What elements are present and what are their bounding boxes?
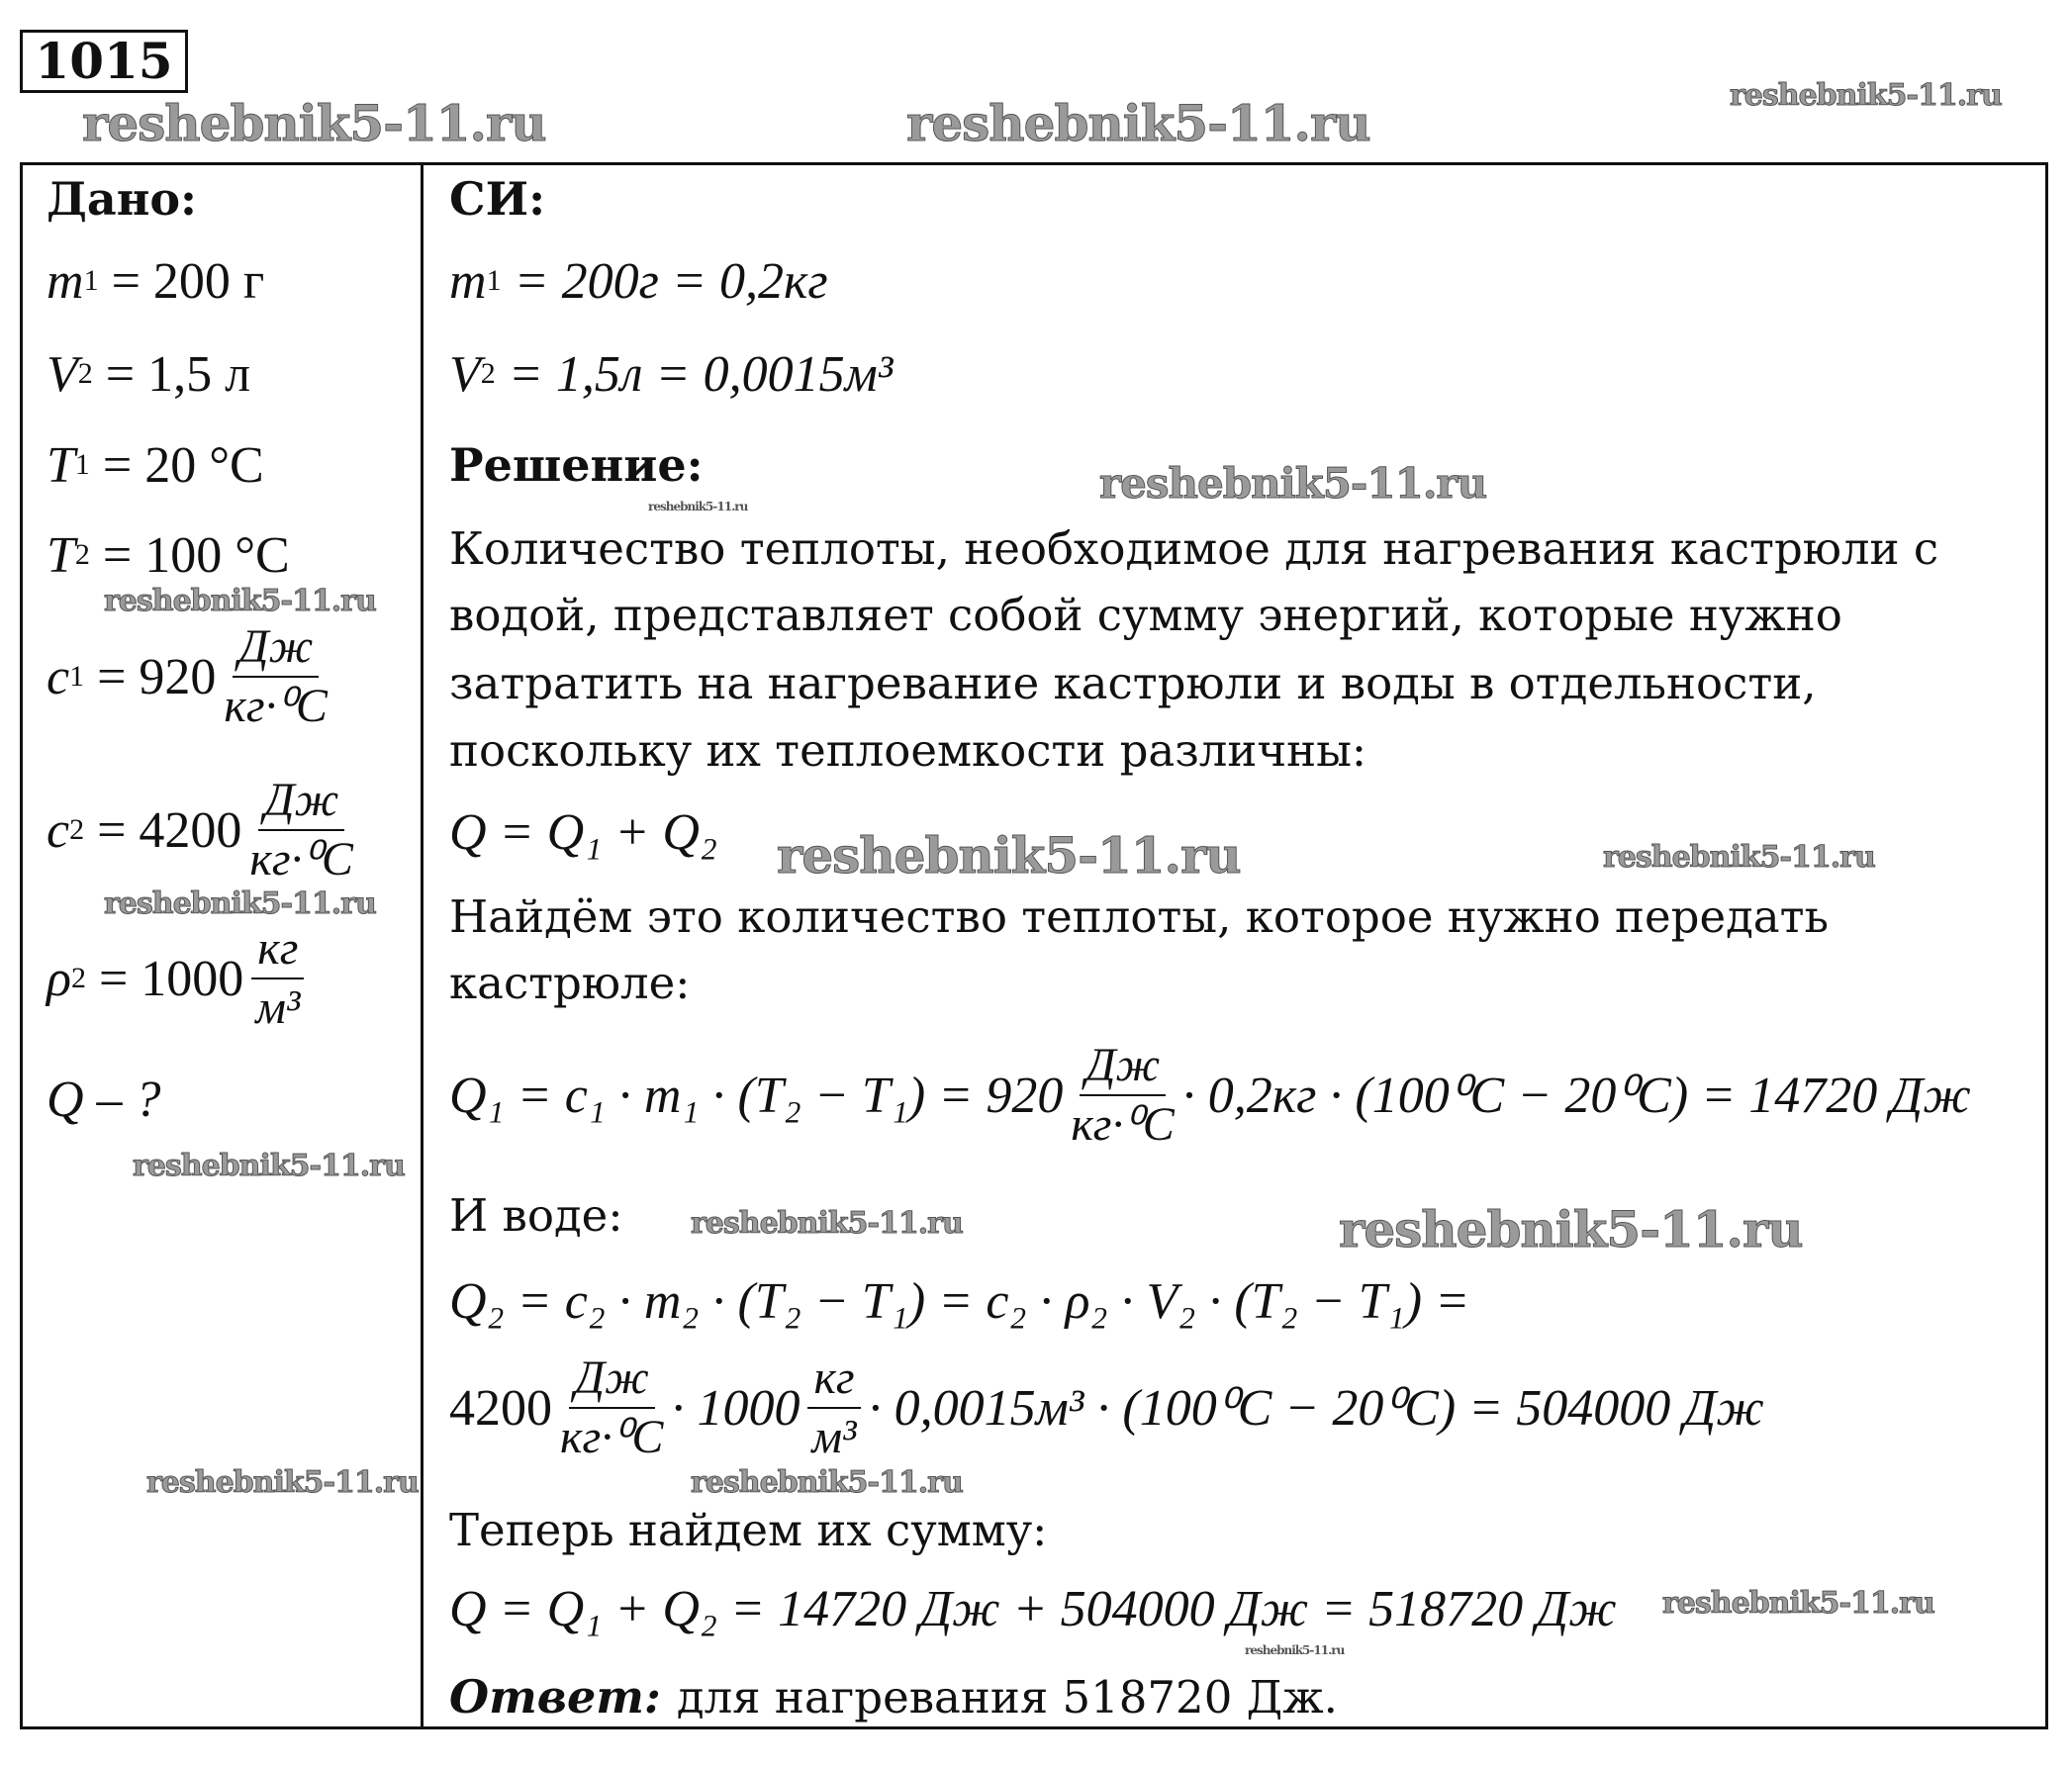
problem-number: 1015 [20, 30, 188, 93]
watermark: reshebnik5-11.ru [133, 1149, 405, 1183]
equation-q2-b: 4200 $\frac{Дж}{\text{кг·⁰C}}$ · 1000 $\frac{кг}{\text{м³}}$ · 0,0015м³ · (100⁰C − 20⁰C) = 504000 Дж [449, 1351, 1764, 1463]
column-divider [421, 162, 424, 1726]
watermark: reshebnik5-11.ru [691, 1465, 963, 1500]
sum-text: Теперь найдем их сумму: [449, 1503, 1048, 1556]
solution-paragraph-line: Количество теплоты, необходимое для нагревания кастрюли с [449, 521, 1939, 575]
water-label: И воде: [449, 1188, 623, 1242]
equation-q1: Q₁ = c₁ · m₁ · (T₂ − T₁) = 920 $\frac{Дж}{\text{кг·⁰C}}$ · 0,2кг · (100⁰C − 20⁰C) = 14720 Дж [449, 1039, 1971, 1151]
watermark: reshebnik5-11.ru [146, 1465, 419, 1500]
find-pot-line: кастрюле: [449, 956, 691, 1009]
find-pot-line: Найдём это количество теплоты, которое нужно передать [449, 889, 1830, 943]
solution-paragraph-line: затратить на нагревание кастрюли и воды в отдельности, [449, 656, 1817, 709]
si-m1: m 1 = 200г = 0,2кг [449, 252, 828, 310]
watermark: reshebnik5-11.ru [648, 500, 748, 513]
watermark: reshebnik5-11.ru [906, 94, 1370, 152]
watermark: reshebnik5-11.ru [104, 584, 376, 618]
answer-label: Ответ: [449, 1670, 661, 1723]
given-m1: m 1 = 200 г [47, 252, 265, 310]
equation-q2-a: Q₂ = c₂ · m₂ · (T₂ − T₁) = c₂ · ρ₂ · V₂ · (T₂ − T₁) = [449, 1272, 1470, 1330]
given-t1: T 1 = 20 °C [47, 436, 264, 494]
given-c2: c 2 = 4200 $\frac{Дж}{\text{кг·⁰C}}$ [47, 774, 353, 885]
given-c1: c 1 = 920 $\frac{Дж}{\text{кг·⁰C}}$ [47, 620, 328, 732]
answer-text: для нагревания 518720 Дж. [676, 1670, 1338, 1723]
watermark: reshebnik5-11.ru [1245, 1643, 1345, 1657]
given-question: Q – ? [47, 1071, 161, 1128]
watermark: reshebnik5-11.ru [1662, 1586, 1934, 1621]
si-title: СИ: [449, 172, 546, 226]
watermark: reshebnik5-11.ru [691, 1206, 963, 1241]
solution-paragraph-line: водой, представляет собой сумму энергий, которые нужно [449, 588, 1842, 641]
watermark: reshebnik5-11.ru [104, 886, 376, 921]
equation-total: Q = Q₁ + Q₂ [449, 803, 717, 861]
solution-title: Решение: [449, 438, 704, 492]
equation-sum: Q = Q₁ + Q₂ = 14720 Дж + 504000 Дж = 518720 Дж [449, 1580, 1617, 1637]
given-rho2: ρ 2 = 1000 $\frac{кг}{\text{м³}}$ [47, 949, 312, 1008]
si-v2: V 2 = 1,5л = 0,0015м³ [449, 345, 894, 403]
answer [449, 1667, 1338, 1726]
watermark: reshebnik5-11.ru [1730, 78, 2002, 113]
given-v2: V 2 = 1,5 л [47, 345, 251, 403]
given-t2: T 2 = 100 °C [47, 526, 290, 584]
watermark: reshebnik5-11.ru [1603, 840, 1875, 875]
given-title: Дано: [47, 172, 198, 226]
watermark: reshebnik5-11.ru [1339, 1200, 1803, 1258]
watermark: reshebnik5-11.ru [777, 826, 1241, 885]
solution-paragraph-line: поскольку их теплоемкости различны: [449, 723, 1367, 777]
watermark: reshebnik5-11.ru [82, 94, 546, 152]
watermark: reshebnik5-11.ru [1099, 459, 1487, 508]
